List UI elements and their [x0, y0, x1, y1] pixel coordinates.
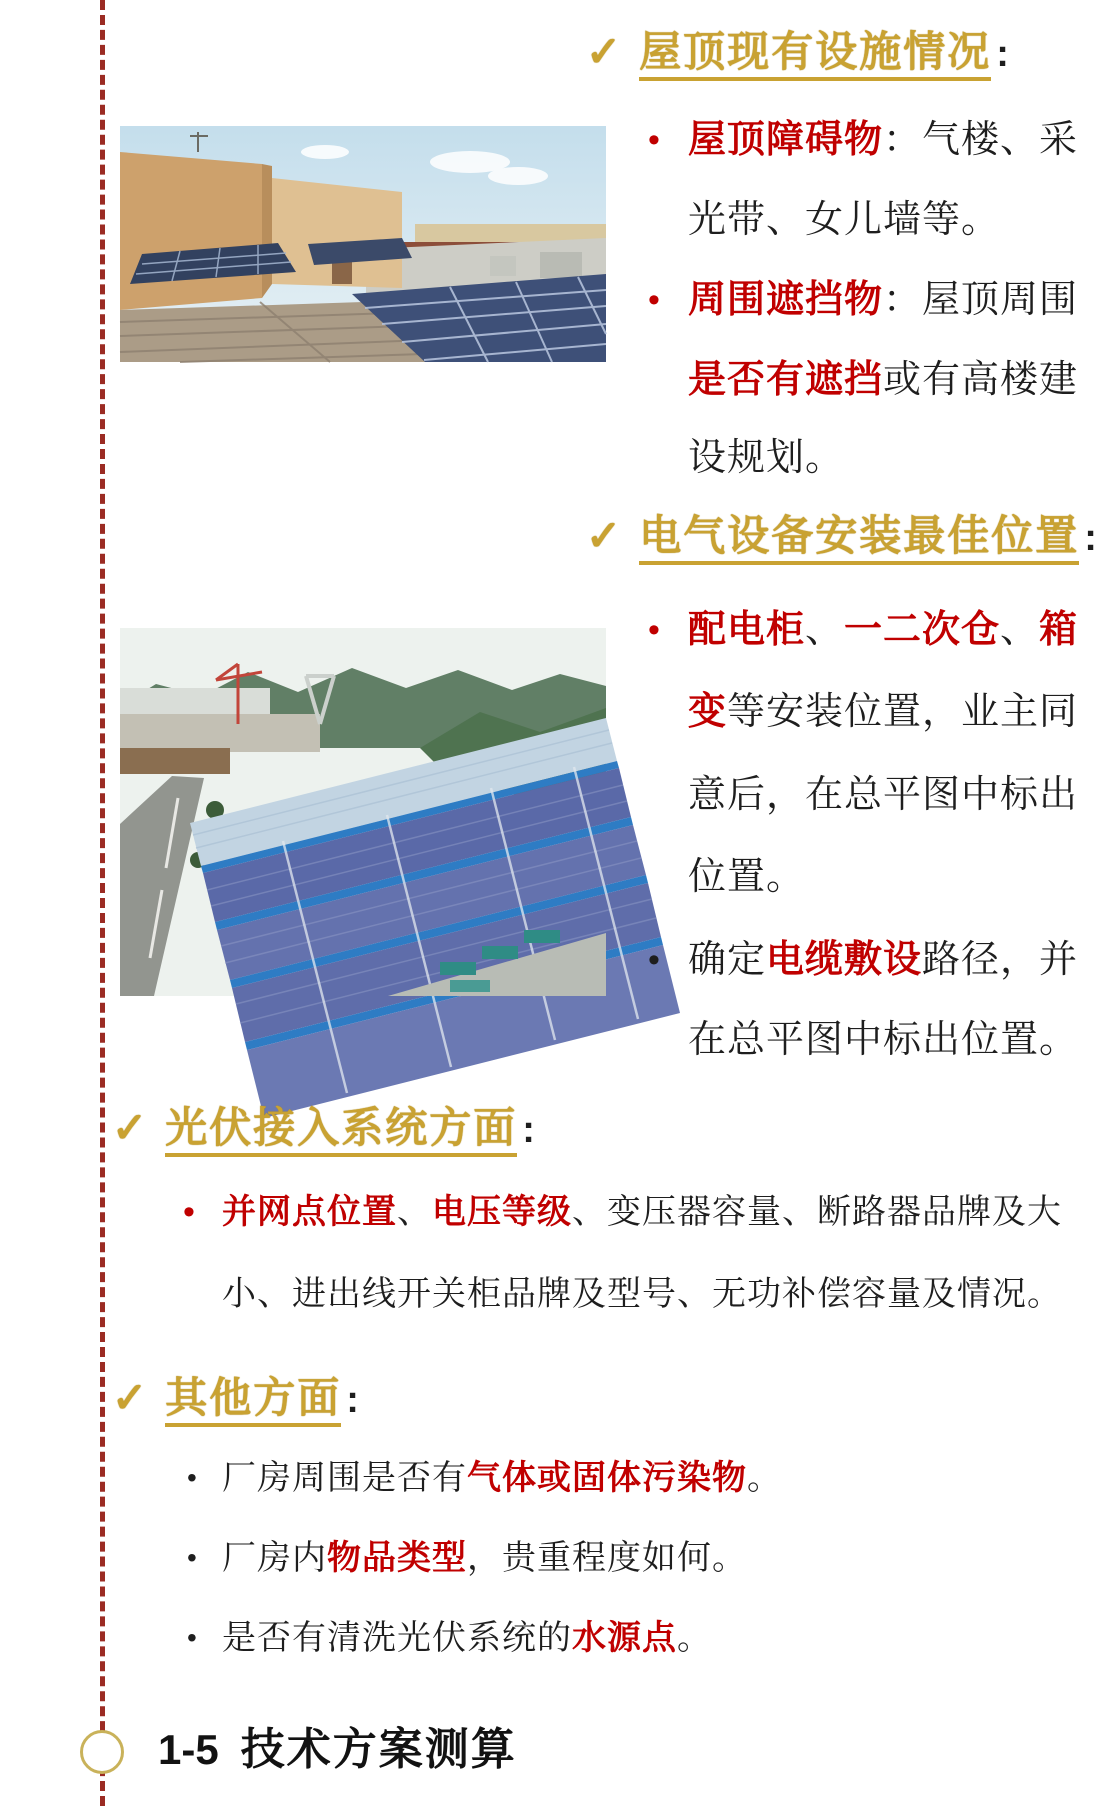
body-text: 是否有清洗光伏系统的 — [222, 1619, 572, 1657]
check-icon: ✓ — [112, 1104, 148, 1151]
body-text: 厂房内 — [222, 1539, 327, 1577]
heading-colon: : — [1084, 517, 1097, 559]
body-text: 意后，在总平图中标出 — [688, 774, 1079, 816]
body-text: 路径，并 — [922, 939, 1079, 981]
body-text: 、 — [397, 1193, 432, 1231]
bullet-line — [222, 1170, 1062, 1254]
body-text: 等安装位置，业主同 — [727, 691, 1079, 733]
section-other-aspects-heading — [112, 1356, 359, 1440]
bullet-line — [222, 1596, 712, 1680]
aerial-photo-illustration — [120, 628, 606, 996]
highlight-term: 气体或固体污染物 — [467, 1459, 747, 1497]
bullet-icon: • — [648, 121, 660, 159]
bullet-line — [688, 258, 1078, 342]
check-icon: ✓ — [586, 512, 622, 559]
bullet-line — [688, 178, 1000, 262]
bullet-icon: • — [187, 1542, 197, 1573]
highlight-term: 箱 — [1039, 609, 1079, 651]
aerial-factory-roof-photo — [120, 628, 606, 996]
highlight-term: 周围遮挡物 — [688, 279, 884, 321]
body-text: 、变压器容量、断路器品牌及大 — [572, 1193, 1062, 1231]
body-text: ，贵重程度如何。 — [467, 1539, 747, 1577]
section-title: 屋顶现有设施情况 — [639, 28, 991, 81]
bullet-icon: • — [187, 1622, 197, 1653]
bullet-icon: • — [187, 1462, 197, 1493]
body-text: 。 — [747, 1459, 782, 1497]
highlight-term: 物品类型 — [327, 1539, 467, 1577]
highlight-term: 并网点位置 — [222, 1193, 397, 1231]
check-icon: ✓ — [112, 1374, 148, 1421]
body-text: ：气楼、采 — [883, 119, 1079, 161]
footer-section-number: 1-5 — [158, 1726, 219, 1773]
bullet-line — [688, 998, 1078, 1082]
bullet-line — [688, 835, 805, 919]
highlight-term: 一二次仓 — [844, 609, 1001, 651]
bullet-line — [222, 1252, 1062, 1336]
footer-heading — [158, 1708, 517, 1792]
body-text: ：屋顶周围 — [883, 279, 1079, 321]
bullet-icon: • — [648, 941, 660, 979]
highlight-term: 水源点 — [572, 1619, 677, 1657]
section-title: 其他方面 — [165, 1374, 341, 1427]
section-electrical-location-heading — [586, 494, 1097, 578]
heading-colon: : — [996, 33, 1009, 75]
section-title: 光伏接入系统方面 — [165, 1104, 517, 1157]
bullet-line — [688, 670, 1078, 754]
bullet-icon: • — [648, 611, 660, 649]
footer-section-title: 技术方案测算 — [240, 1725, 517, 1774]
timeline-node-circle — [80, 1730, 124, 1774]
body-text: 厂房周围是否有 — [222, 1459, 467, 1497]
highlight-term: 配电柜 — [688, 609, 806, 651]
highlight-term: 电压等级 — [432, 1193, 572, 1231]
check-icon: ✓ — [586, 28, 622, 75]
body-text: 位置。 — [688, 856, 806, 898]
body-text: 、 — [1000, 609, 1040, 651]
highlight-term: 变 — [688, 691, 728, 733]
bullet-line — [688, 98, 1078, 182]
rooftop-photo-illustration — [120, 126, 606, 362]
bullet-line — [222, 1516, 747, 1600]
highlight-term: 电缆敷设 — [766, 939, 923, 981]
body-text: 光带、女儿墙等。 — [688, 199, 1001, 241]
bullet-line — [688, 918, 1078, 1002]
body-text: 。 — [677, 1619, 712, 1657]
bullet-line — [688, 588, 1078, 672]
body-text: 确定 — [688, 939, 767, 981]
section-grid-connection-heading — [112, 1086, 535, 1170]
timeline-dashed-line — [100, 0, 105, 1806]
body-text: 或有高楼建 — [883, 359, 1079, 401]
body-text: 设规划。 — [688, 437, 845, 479]
highlight-term: 是否有遮挡 — [688, 359, 884, 401]
rooftop-solar-photo — [120, 126, 606, 362]
bullet-icon: • — [183, 1193, 195, 1231]
bullet-line — [688, 753, 1078, 837]
bullet-line — [688, 338, 1078, 422]
heading-colon: : — [346, 1379, 359, 1421]
section-roof-facilities-heading — [586, 10, 1009, 94]
body-text: 小、进出线开关柜品牌及型号、无功补偿容量及情况。 — [222, 1275, 1062, 1313]
bullet-line — [688, 416, 844, 500]
bullet-icon: • — [648, 281, 660, 319]
highlight-term: 屋顶障碍物 — [688, 119, 884, 161]
body-text: 、 — [805, 609, 845, 651]
section-title: 电气设备安装最佳位置 — [639, 512, 1079, 565]
heading-colon: : — [522, 1109, 535, 1151]
bullet-line — [222, 1436, 782, 1520]
body-text: 在总平图中标出位置。 — [688, 1019, 1079, 1061]
